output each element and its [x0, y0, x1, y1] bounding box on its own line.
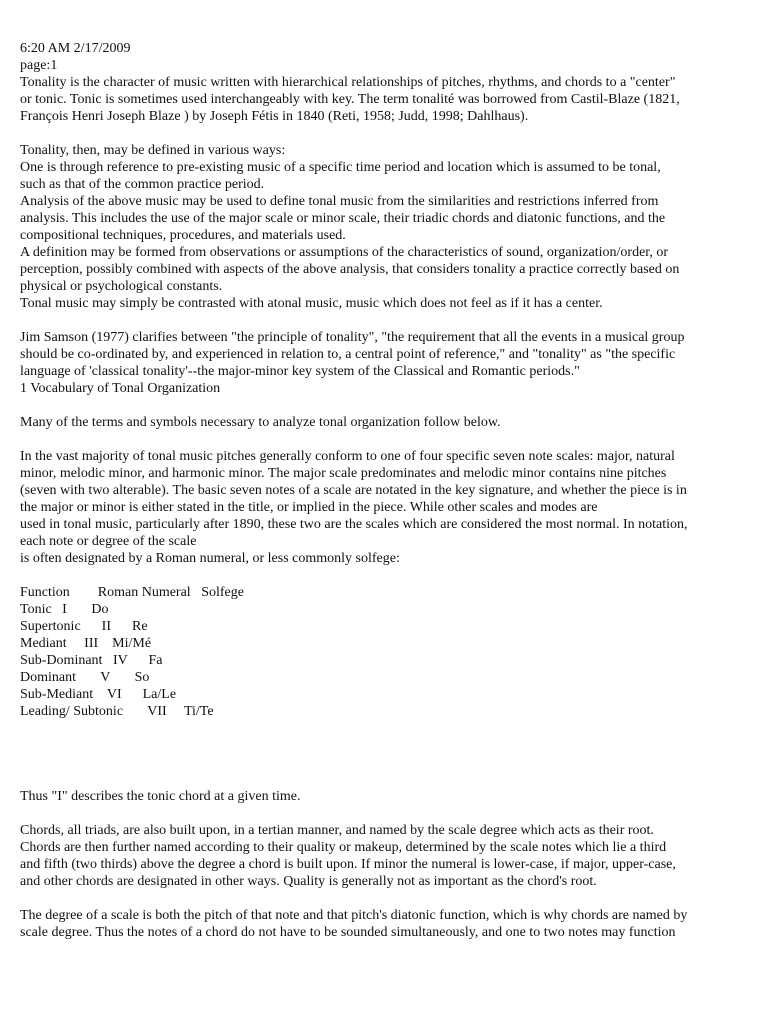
text-line: and other chords are designated in other ways. Quality is generally not as important as the chord's root. — [20, 874, 597, 889]
text-line: Chords, all triads, are also built upon, in a tertian manner, and named by the scale degree which acts as their root. — [20, 823, 654, 838]
table-row: Dominant V So — [20, 670, 150, 685]
text-line: Tonal music may simply be contrasted with atonal music, music which does not feel as if it has a center. — [20, 296, 603, 311]
text-line: Many of the terms and symbols necessary to analyze tonal organization follow below. — [20, 415, 501, 430]
paragraph-definitions — [20, 142, 750, 312]
table-header-row: Function Roman Numeral Solfege — [20, 585, 244, 600]
text-line: Tonality, then, may be defined in various ways: — [20, 143, 286, 158]
section-heading: 1 Vocabulary of Tonal Organization — [20, 381, 221, 396]
paragraph-tonic-chord — [20, 788, 750, 805]
text-line: François Henri Joseph Blaze ) by Joseph Fétis in 1840 (Reti, 1958; Judd, 1998; Dahlhaus). — [20, 109, 529, 124]
text-line: each note or degree of the scale — [20, 534, 197, 549]
text-line: (seven with two alterable). The basic seven notes of a scale are notated in the key signature, and whether the piece is in — [20, 483, 687, 498]
text-line: Analysis of the above music may be used to define tonal music from the similarities and restrictions inferred from — [20, 194, 659, 209]
text-line: The degree of a scale is both the pitch of that note and that pitch's diatonic function, which is why chords are named by — [20, 908, 688, 923]
paragraph-intro — [20, 74, 750, 125]
table-row: Mediant III Mi/Mé — [20, 636, 152, 651]
text-line: and fifth (two thirds) above the degree a chord is built upon. If minor the numeral is lower-case, if major, upper-case, — [20, 857, 676, 872]
paragraph-samson — [20, 329, 750, 397]
scale-degree-table — [20, 584, 750, 720]
text-line: the major or minor is either stated in the title, or implied in the piece. While other scales and modes are — [20, 500, 598, 515]
text-line: or tonic. Tonic is sometimes used interchangeably with key. The term tonalité was borrowed from Castil-Blaze (1821, — [20, 92, 680, 107]
text-line: compositional techniques, procedures, and materials used. — [20, 228, 346, 243]
text-line: minor, melodic minor, and harmonic minor. The major scale predominates and melodic minor contains nine pitches — [20, 466, 667, 481]
text-line: Chords are then further named according to their quality or makeup, determined by the scale notes which lie a third — [20, 840, 667, 855]
text-line: language of 'classical tonality'--the major-minor key system of the Classical and Romantic periods." — [20, 364, 580, 379]
text-line: used in tonal music, particularly after 1890, these two are the scales which are considered the most normal. In notation, — [20, 517, 688, 532]
table-row: Sub-Mediant VI La/Le — [20, 687, 177, 702]
table-row: Sub-Dominant IV Fa — [20, 653, 163, 668]
text-line: Tonality is the character of music written with hierarchical relationships of pitches, rhythms, and chords to a "center" — [20, 75, 676, 90]
text-line: A definition may be formed from observations or assumptions of the characteristics of sound, organization/order, or — [20, 245, 669, 260]
text-line: scale degree. Thus the notes of a chord do not have to be sounded simultaneously, and one to two notes may function — [20, 925, 676, 940]
text-line: In the vast majority of tonal music pitches generally conform to one of four specific seven note scales: major, natural — [20, 449, 675, 464]
paragraph-scale-degree — [20, 907, 750, 941]
text-line: One is through reference to pre-existing music of a specific time period and location which is assumed to be tonal, — [20, 160, 661, 175]
text-line: analysis. This includes the use of the major scale or minor scale, their triadic chords and diatonic functions, and the — [20, 211, 666, 226]
page-number: page:1 — [20, 58, 58, 73]
paragraph-terms — [20, 414, 750, 431]
table-row: Supertonic II Re — [20, 619, 148, 634]
text-line: is often designated by a Roman numeral, or less commonly solfege: — [20, 551, 400, 566]
text-line: should be co-ordinated by, and experienced in relation to, a central point of reference," and "tonality" as "the specific — [20, 347, 676, 362]
timestamp: 6:20 AM 2/17/2009 — [20, 41, 131, 56]
text-line: Jim Samson (1977) clarifies between "the principle of tonality", "the requirement that all the events in a musical group — [20, 330, 685, 345]
text-line: such as that of the common practice period. — [20, 177, 265, 192]
text-line: perception, possibly combined with aspects of the above analysis, that considers tonality a practice correctly based on — [20, 262, 680, 277]
text-line: Thus "I" describes the tonic chord at a given time. — [20, 789, 301, 804]
text-line: physical or psychological constants. — [20, 279, 223, 294]
paragraph-scales — [20, 448, 750, 567]
table-row: Leading/ Subtonic VII Ti/Te — [20, 704, 214, 719]
table-row: Tonic I Do — [20, 602, 109, 617]
paragraph-chords — [20, 822, 750, 890]
